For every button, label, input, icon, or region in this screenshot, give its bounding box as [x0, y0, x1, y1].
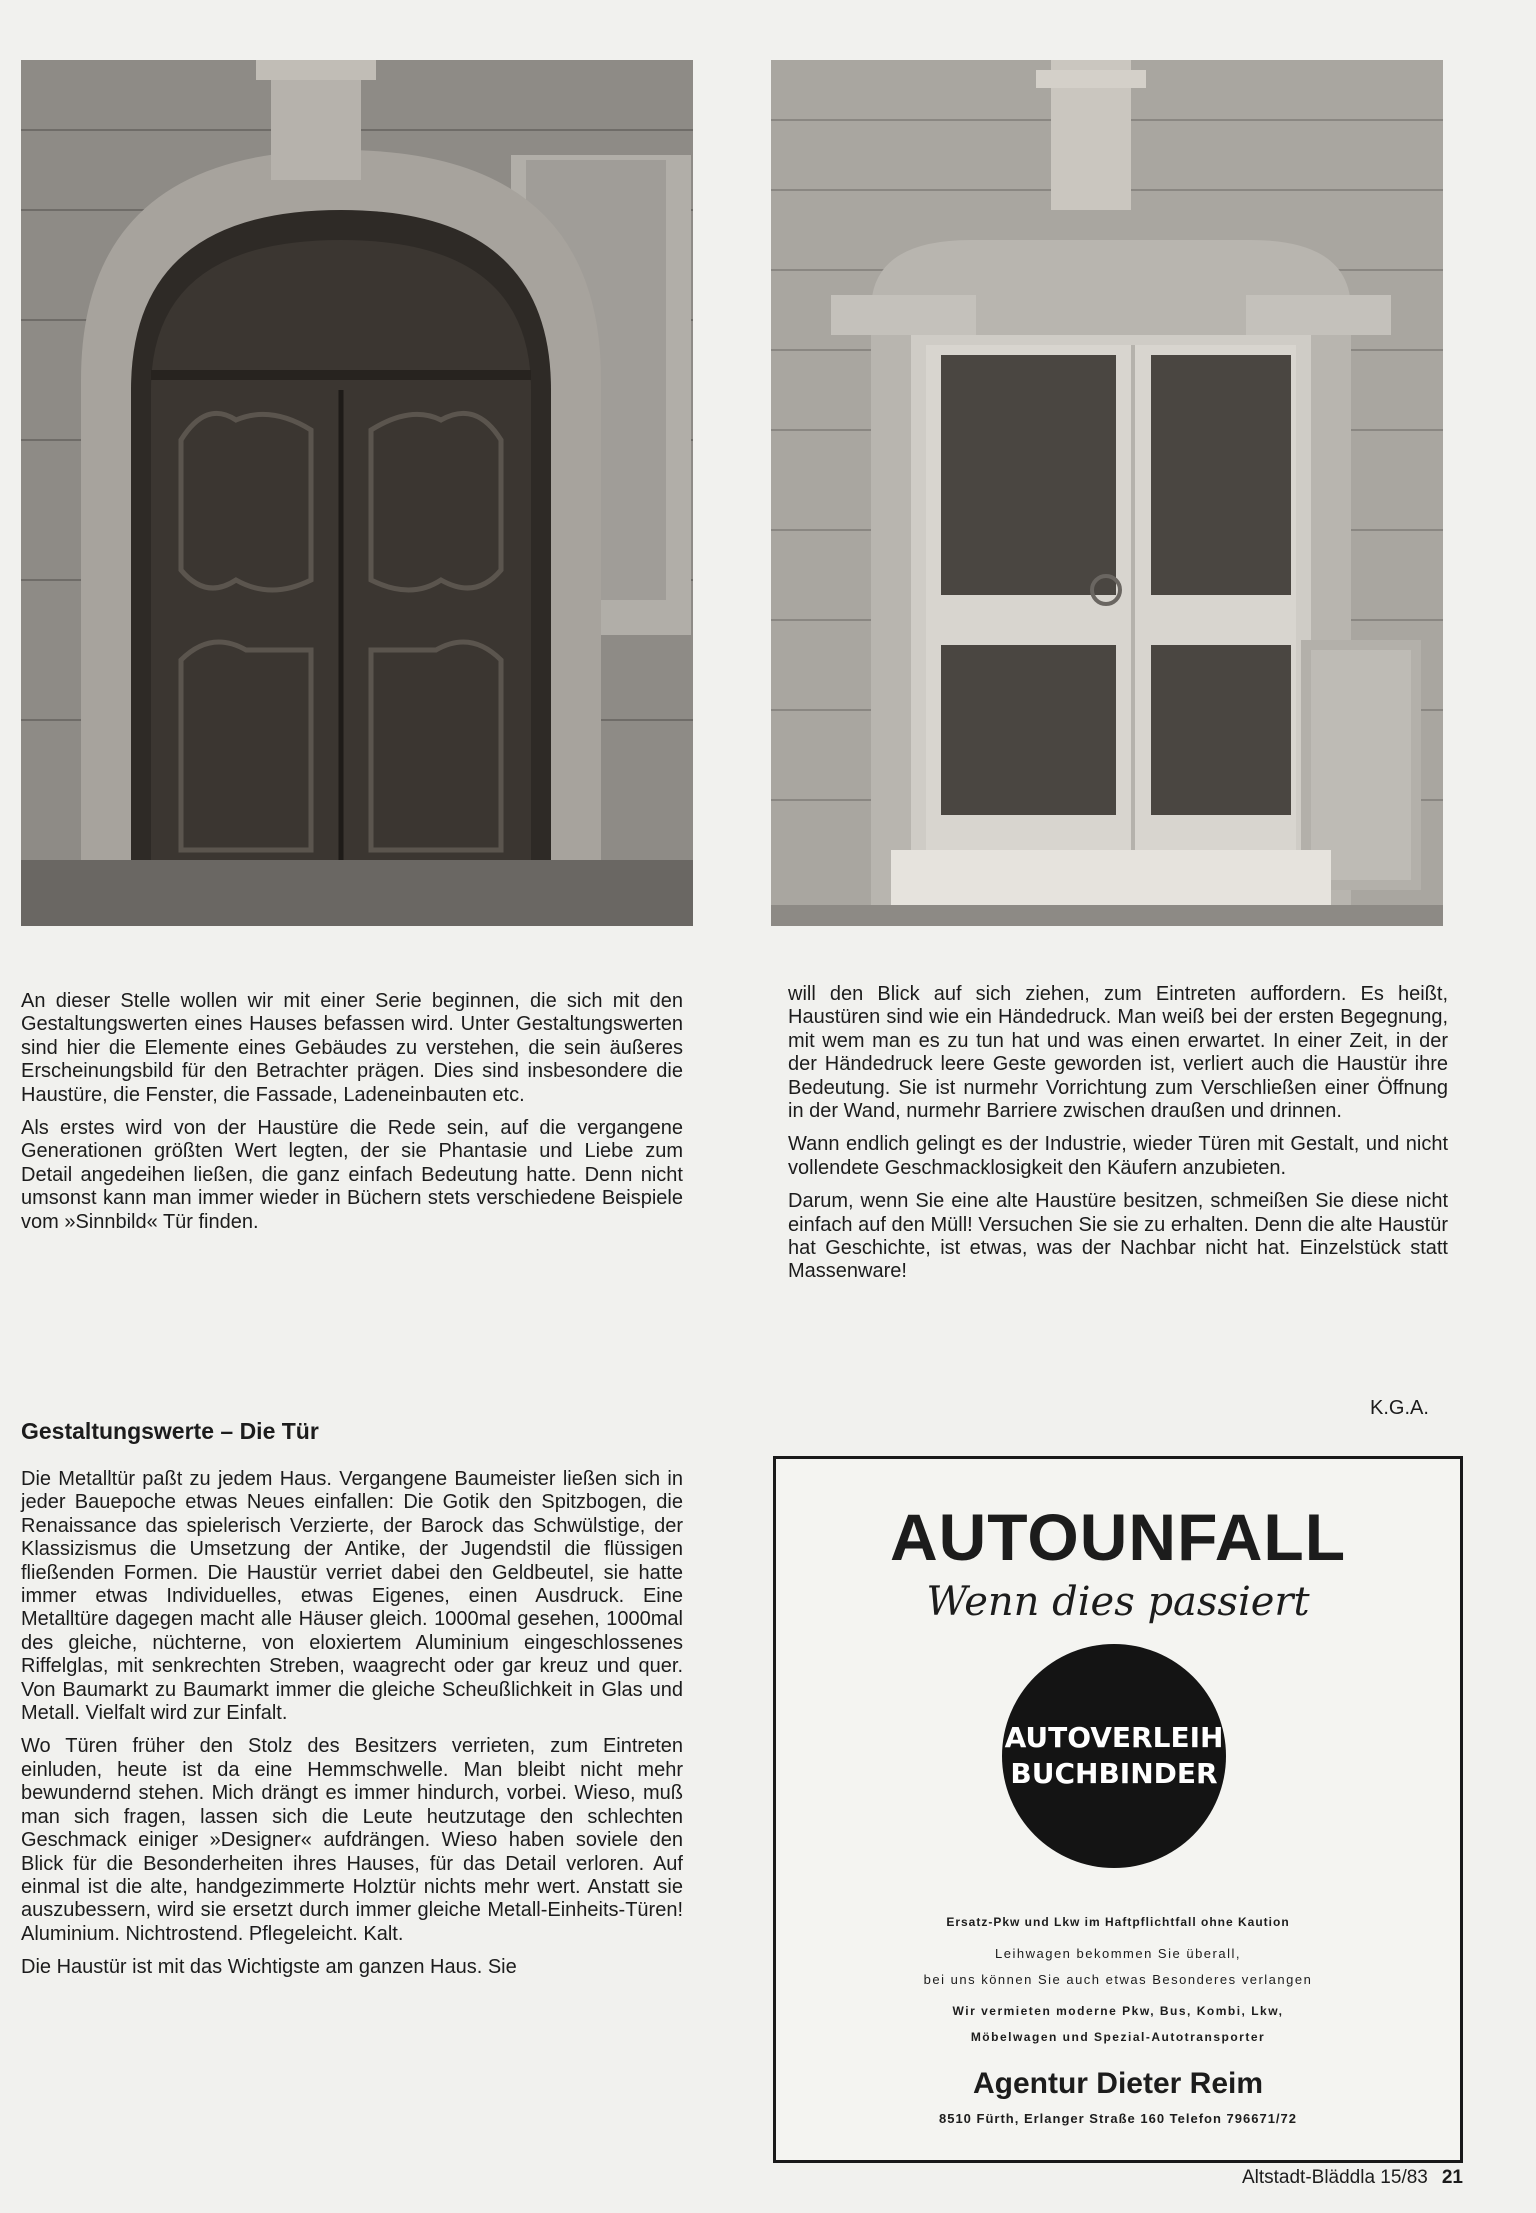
- advertisement: [773, 1456, 1463, 2163]
- author-credit: K.G.A.: [1370, 1397, 1429, 1419]
- section-heading: Gestaltungswerte – Die Tür: [21, 1418, 319, 1444]
- ad-line: bei uns können Sie auch etwas Besonderes verlangen: [923, 1972, 1313, 1987]
- ad-line: Wir vermieten moderne Pkw, Bus, Kombi, Lkw,: [952, 2004, 1284, 2018]
- ad-line: Ersatz-Pkw und Lkw im Haftpflichtfall ohne Kaution: [946, 1915, 1290, 1929]
- ad-line: Möbelwagen und Spezial-Autotransporter: [970, 2030, 1266, 2044]
- ad-logo-line: AUTOVERLEIH: [1004, 1721, 1224, 1754]
- body-paragraph: Wo Türen früher den Stolz des Besitzers verrieten, zum Eintreten einluden, heute ist da eine Hemmschwelle. Man bleibt nicht mehr bewundernd stehen. Mich drängt es immer hindurch, vorbei. Wieso, muß man sich fragen, lassen sich die Leute heutzutage den schlechten Geschmack einiger »Designer« aufdrängen. Wieso haben soviele den Blick für die Besonderheiten ihres Hauses, für das Detail verloren. Auf einmal ist die alte, handgezimmerte Holztür nichts mehr wert. Anstatt sie auszubessern, wird sie ersetzt durch immer gleiche Metall-Einheits-Türen! Aluminium. Nichtrostend. Pflegeleicht. Kalt.: [21, 1735, 683, 1945]
- right-paragraph: Wann endlich gelingt es der Industrie, wieder Türen mit Gestalt, und nicht vollendete Geschmacklosigkeit den Käufern anzubieten.: [788, 1133, 1448, 1179]
- page-footer: [1242, 2167, 1463, 2189]
- photo-metal-door: [771, 60, 1443, 926]
- ad-logo-line: BUCHBINDER: [1010, 1757, 1218, 1790]
- body-paragraph: Die Metalltür paßt zu jedem Haus. Vergangene Baumeister ließen sich in jeder Bauepoche etwas Neues einfallen: Die Gotik den Spitzbogen, die Renaissance das spielerisch Verzierte, der Barock das Schwülstige, der Klassizismus die Umsetzung der Antike, der Jugendstil die flüssigen fließenden Formen. Die Haustür verriet dabei den Geldbeutel, sie hatte immer etwas Individuelles, etwas Eigenes, einen Ausdruck. Eine Metalltüre dagegen macht alle Häuser gleich. 1000mal gesehen, 1000mal des gleiche, nüchterne, von eloxiertem Aluminium eingeschlossenes Riffelglas, mit senkrechten Streben, waagrecht oder gar kreuz und quer. Von Baumarkt zu Baumarkt immer die gleiche Scheußlichkeit in Glas und Metall. Vielfalt wird zur Einfalt.: [21, 1468, 683, 1725]
- ad-subtitle: Wenn dies passiert: [926, 1579, 1310, 1625]
- photo-baroque-door: [21, 60, 693, 926]
- ad-address: 8510 Fürth, Erlanger Straße 160 Telefon 796671/72: [938, 2111, 1298, 2126]
- right-column: [788, 983, 1448, 1294]
- right-paragraph: will den Blick auf sich ziehen, zum Eintreten auffordern. Es heißt, Haustüren sind wie ein Händedruck. Man weiß bei der ersten Begegnung, mit wem man es zu tun hat und was einen erwartet. In einer Zeit, in der der Händedruck leere Geste geworden ist, verliert auch die Haustür ihre Bedeutung. Sie ist nurmehr Vorrichtung zum Verschließen einer Öffnung in der Wand, nurmehr Barriere zwischen draußen und drinnen.: [788, 983, 1448, 1123]
- body-paragraph: Die Haustür ist mit das Wichtigste am ganzen Haus. Sie: [21, 1956, 517, 1979]
- intro-paragraph: An dieser Stelle wollen wir mit einer Serie beginnen, die sich mit den Gestaltungswerten eines Hauses befassen wird. Unter Gestaltungswerten sind hier die Elemente eines Gebäudes zu verstehen, die sein äußeres Erscheinungsbild für den Betrachter prägen. Dies sind insbesondere die Haustüre, die Fenster, die Fassade, Ladeneinbauten etc.: [21, 990, 683, 1106]
- body-column: [21, 1468, 683, 1990]
- page-number: 21: [1441, 2167, 1463, 2188]
- ad-line: Leihwagen bekommen Sie überall,: [995, 1946, 1241, 1961]
- ad-title: AUTOUNFALL: [889, 1500, 1347, 1574]
- ad-logo: [1002, 1644, 1226, 1868]
- intro-paragraph: Als erstes wird von der Haustüre die Rede sein, auf die vergangene Generationen größten Wert legten, der sie Phantasie und Liebe zum Detail angedeihen ließen, die ganz einfach Bedeutung hatte. Denn nicht umsonst kann man immer wieder in Büchern stets verschiedene Beispiele vom »Sinnbild« Tür finden.: [21, 1117, 683, 1233]
- publication-name: Altstadt-Bläddla 15/83: [1241, 2167, 1428, 2188]
- ad-agency: Agentur Dieter Reim: [972, 2067, 1264, 2100]
- right-paragraph: Darum, wenn Sie eine alte Haustüre besitzen, schmeißen Sie diese nicht einfach auf den Müll! Versuchen Sie sie zu erhalten. Denn die alte Haustür hat Geschichte, ist etwas, was der Nachbar nicht hat. Einzelstück statt Massenware!: [788, 1190, 1448, 1283]
- intro-column: [21, 990, 683, 1244]
